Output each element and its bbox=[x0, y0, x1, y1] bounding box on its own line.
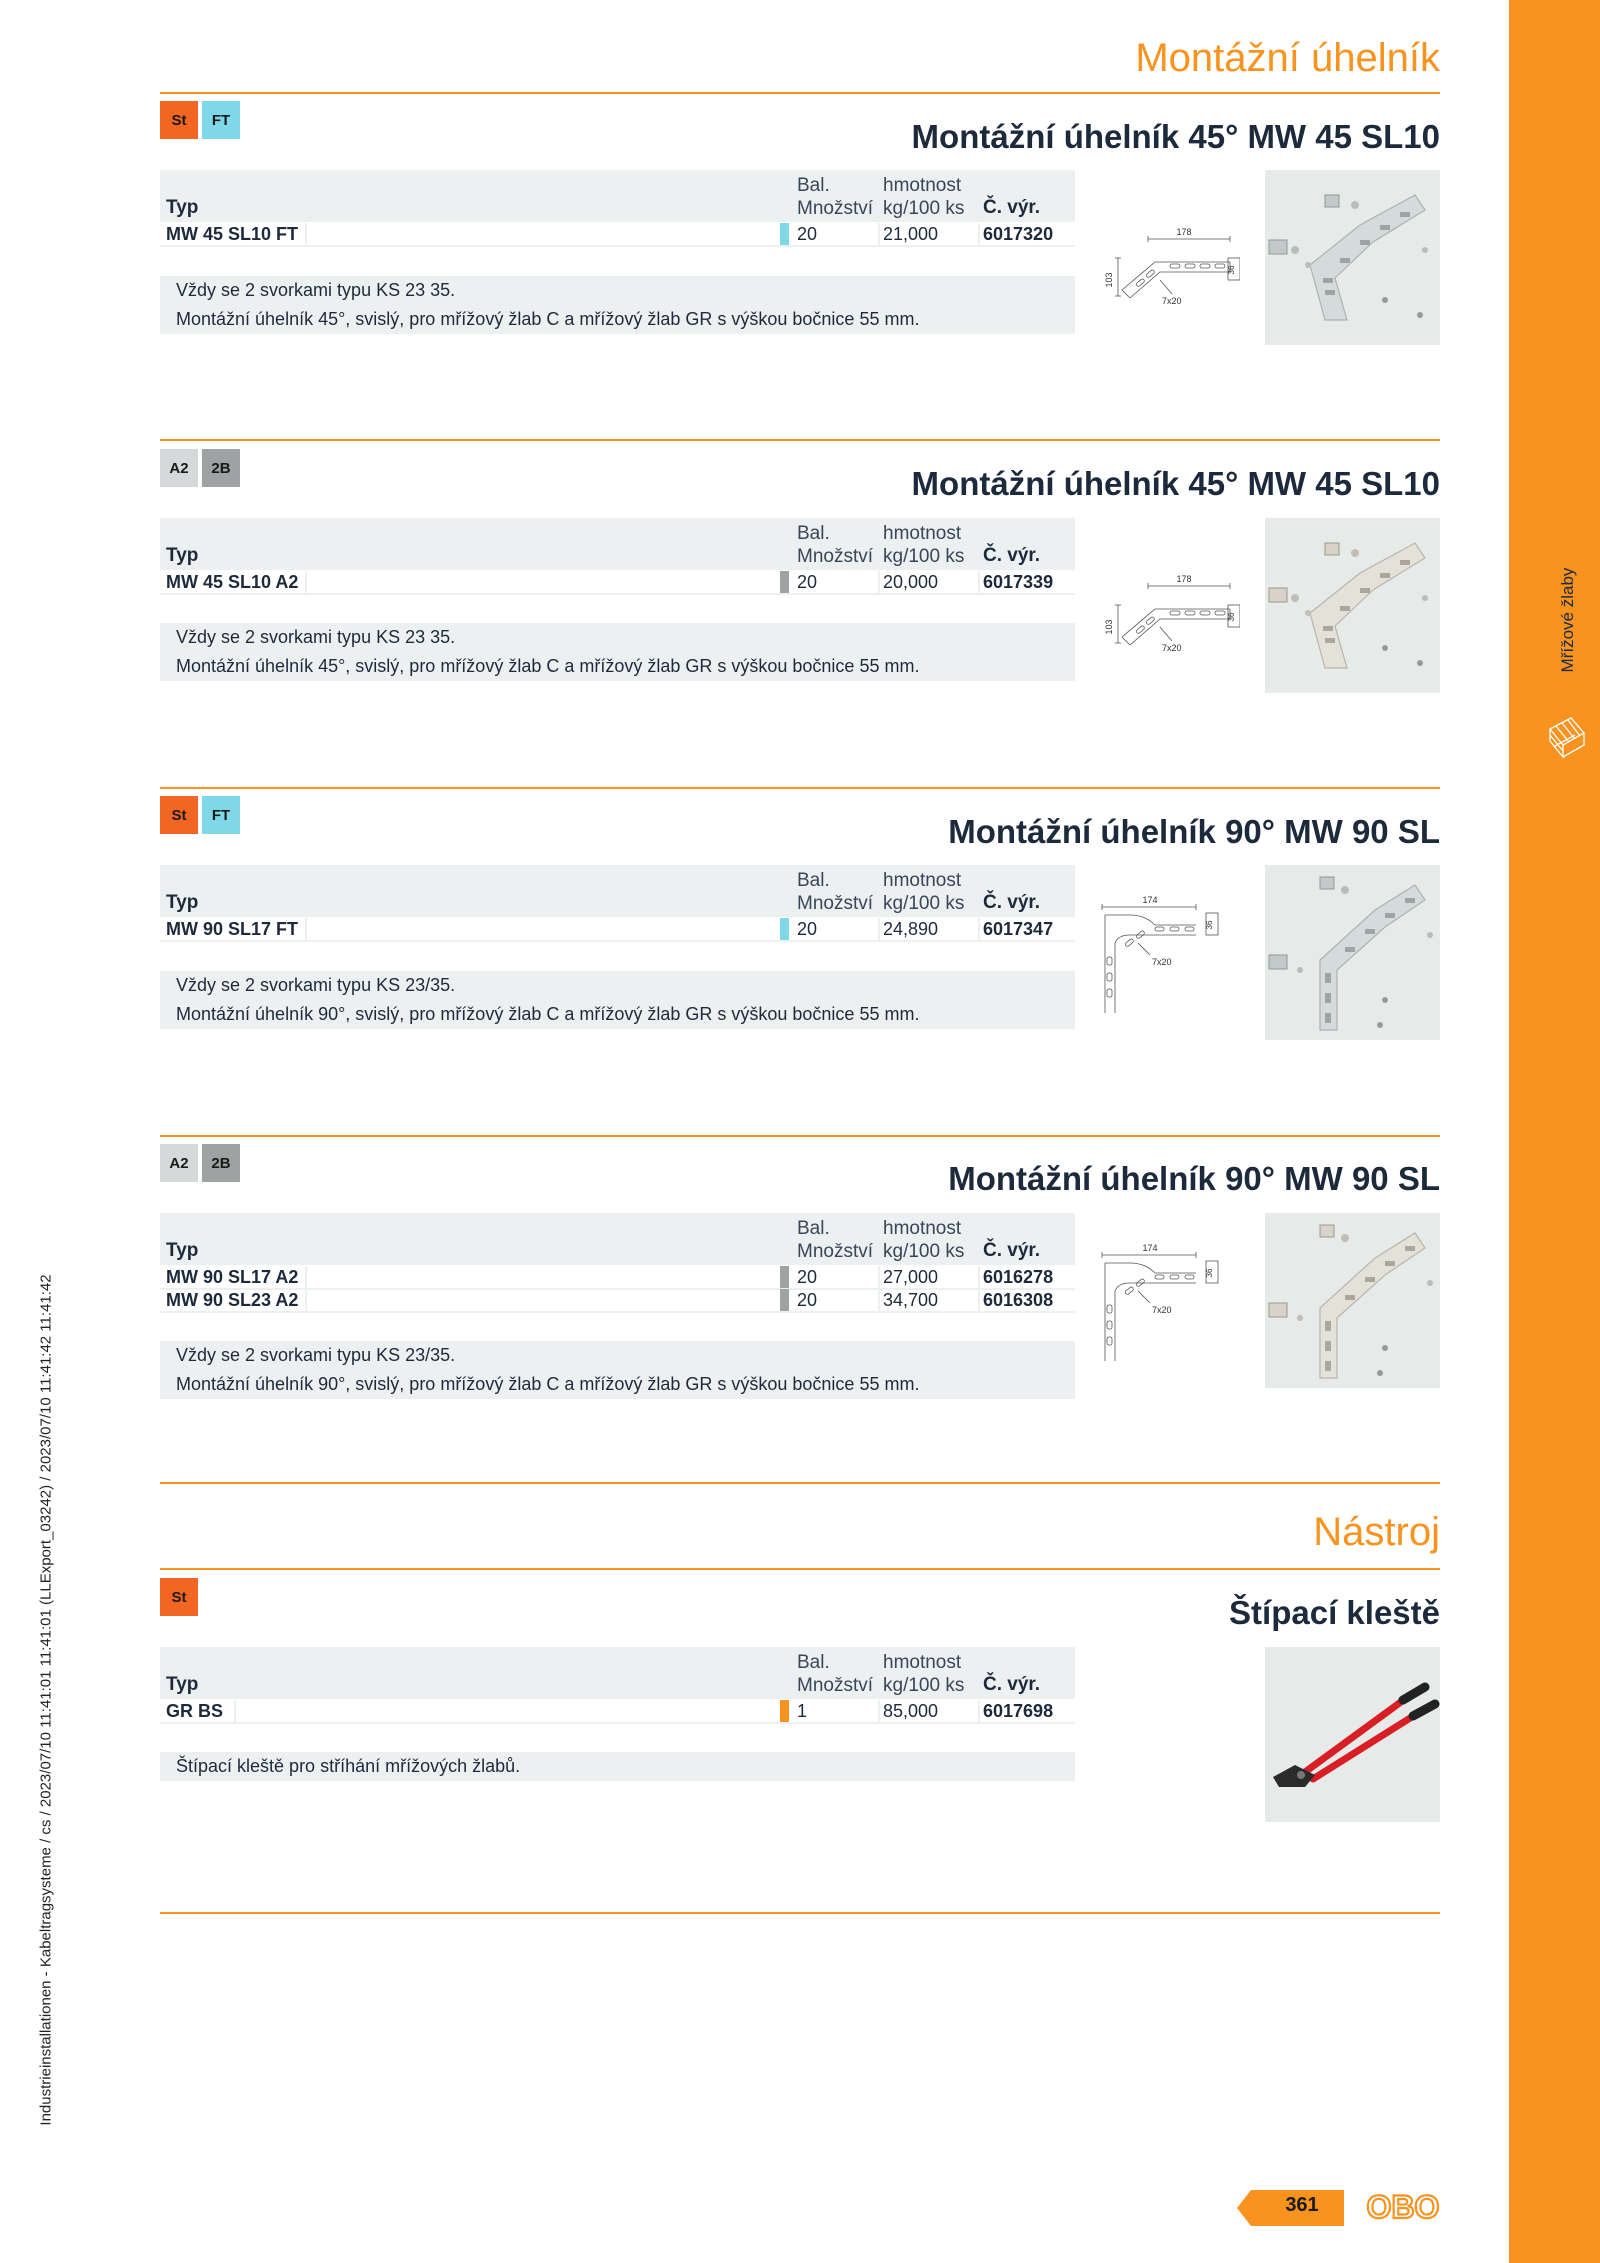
table-row[interactable] bbox=[160, 918, 1075, 942]
col-typ: Typ bbox=[166, 1240, 199, 1261]
badge-material-a2: A2 bbox=[160, 1144, 198, 1182]
table-header bbox=[160, 1213, 1075, 1265]
col-bal: Bal. Množství bbox=[797, 175, 874, 219]
col-cislo-vyrobku: Č. výr. bbox=[983, 1674, 1041, 1695]
finish-marker bbox=[780, 571, 789, 593]
logo-text: OBO bbox=[1366, 2190, 1440, 2224]
cell-hmotnost: 21,000 bbox=[883, 224, 939, 244]
col-typ: Typ bbox=[166, 892, 199, 913]
technical-drawing-90 bbox=[1100, 895, 1240, 1015]
badge-material-st: St bbox=[160, 1578, 198, 1616]
section-divider bbox=[160, 1912, 1440, 1914]
col-hmotnost: hmotnost kg/100 ks bbox=[883, 1652, 965, 1696]
badge-material-st: St bbox=[160, 101, 198, 139]
section-divider bbox=[160, 439, 1440, 441]
product-note bbox=[160, 1752, 1075, 1781]
product-note bbox=[160, 971, 1075, 1029]
note-line: Montážní úhelník 90°, svislý, pro mřížový žlab C a mřížový žlab GR s výškou bočnice 55 mm. bbox=[176, 1374, 920, 1394]
col-typ: Typ bbox=[166, 545, 199, 566]
product-photo bbox=[1265, 518, 1440, 693]
section-side-label: Mřížové žlaby bbox=[1558, 567, 1577, 673]
tool-photo bbox=[1265, 1647, 1440, 1822]
table-header bbox=[160, 170, 1075, 222]
finish-marker bbox=[780, 223, 789, 245]
badge-finish-2b: 2B bbox=[202, 1144, 240, 1182]
col-bal: Bal. Množství bbox=[797, 1218, 874, 1262]
cell-typ: GR BS bbox=[166, 1701, 224, 1721]
header-divider bbox=[160, 92, 1440, 94]
product-note bbox=[160, 1341, 1075, 1399]
header-divider bbox=[160, 1568, 1440, 1570]
dim-width: 174 bbox=[1142, 1243, 1158, 1253]
badge-material-st: St bbox=[160, 796, 198, 834]
right-accent-bar bbox=[1509, 0, 1600, 2263]
product-note bbox=[160, 623, 1075, 681]
dim-width: 174 bbox=[1142, 895, 1158, 905]
col-hmotnost: hmotnost kg/100 ks bbox=[883, 870, 965, 914]
note-line: Vždy se 2 svorkami typu KS 23/35. bbox=[176, 1345, 456, 1365]
dim-flange: 36 bbox=[1205, 1268, 1214, 1278]
cell-cislo-vyrobku: 6016308 bbox=[983, 1290, 1054, 1310]
cell-cislo-vyrobku: 6016278 bbox=[983, 1267, 1054, 1287]
badge-finish-2b: 2B bbox=[202, 449, 240, 487]
cell-cislo-vyrobku: 6017339 bbox=[983, 572, 1054, 592]
cell-hmotnost: 34,700 bbox=[883, 1290, 939, 1310]
badge-finish-ft: FT bbox=[202, 796, 240, 834]
table-row[interactable] bbox=[160, 1266, 1075, 1290]
section-divider bbox=[160, 787, 1440, 789]
table-header bbox=[160, 865, 1075, 917]
table-row[interactable] bbox=[160, 571, 1075, 595]
cell-bal: 20 bbox=[797, 572, 818, 592]
col-typ: Typ bbox=[166, 1674, 199, 1695]
cell-typ: MW 45 SL10 A2 bbox=[166, 572, 299, 592]
dim-flange: 36 bbox=[1205, 920, 1214, 930]
cell-bal: 20 bbox=[797, 1290, 818, 1310]
note-line: Montážní úhelník 45°, svislý, pro mřížový žlab C a mřížový žlab GR s výškou bočnice 55 mm. bbox=[176, 309, 920, 329]
dim-width: 178 bbox=[1176, 227, 1192, 237]
cell-hmotnost: 85,000 bbox=[883, 1701, 939, 1721]
note-line: Vždy se 2 svorkami typu KS 23/35. bbox=[176, 975, 456, 995]
product-note bbox=[160, 276, 1075, 334]
cell-cislo-vyrobku: 6017698 bbox=[983, 1701, 1054, 1721]
technical-drawing-45 bbox=[1100, 567, 1240, 662]
note-line: Montážní úhelník 45°, svislý, pro mřížový žlab C a mřížový žlab GR s výškou bočnice 55 mm. bbox=[176, 656, 920, 676]
obo-logo bbox=[1364, 2190, 1442, 2224]
category-title: Montážní úhelník bbox=[1135, 36, 1440, 80]
col-bal: Bal. Množství bbox=[797, 523, 874, 567]
cell-bal: 1 bbox=[797, 1701, 808, 1721]
dim-height: 103 bbox=[1104, 619, 1114, 635]
note-line: Štípací kleště pro stříhání mřížových žlabů. bbox=[176, 1756, 521, 1776]
cell-hmotnost: 24,890 bbox=[883, 919, 939, 939]
technical-drawing-45 bbox=[1100, 220, 1240, 315]
cell-typ: MW 45 SL10 FT bbox=[166, 224, 299, 244]
finish-marker bbox=[780, 1700, 789, 1722]
product-title: Štípací kleště bbox=[1229, 1594, 1440, 1631]
document-meta-vertical: Industrieinstallationen - Kabeltragsysteme / cs / 2023/07/10 11:41:01 11:41:01 (LLExport_03242) / 2023/07/10 11:41:42 11:41:42 bbox=[37, 1274, 55, 2126]
dim-hole: 7x20 bbox=[1152, 1305, 1172, 1315]
product-photo bbox=[1265, 1213, 1440, 1388]
cell-bal: 20 bbox=[797, 224, 818, 244]
section-divider bbox=[160, 1135, 1440, 1137]
cell-hmotnost: 20,000 bbox=[883, 572, 939, 592]
dim-hole: 7x20 bbox=[1162, 296, 1182, 306]
dim-hole: 7x20 bbox=[1152, 957, 1172, 967]
table-row[interactable] bbox=[160, 1700, 1075, 1724]
col-cislo-vyrobku: Č. výr. bbox=[983, 892, 1041, 913]
product-title: Montážní úhelník 45° MW 45 SL10 bbox=[911, 465, 1440, 502]
dim-width: 178 bbox=[1176, 574, 1192, 584]
note-line: Vždy se 2 svorkami typu KS 23 35. bbox=[176, 280, 456, 300]
finish-marker bbox=[780, 1289, 789, 1311]
section-divider bbox=[160, 1482, 1440, 1484]
cell-typ: MW 90 SL17 A2 bbox=[166, 1267, 299, 1287]
product-photo bbox=[1265, 170, 1440, 345]
table-row[interactable] bbox=[160, 223, 1075, 247]
cell-bal: 20 bbox=[797, 1267, 818, 1287]
col-hmotnost: hmotnost kg/100 ks bbox=[883, 523, 965, 567]
col-cislo-vyrobku: Č. výr. bbox=[983, 197, 1041, 218]
technical-drawing-90 bbox=[1100, 1243, 1240, 1363]
cell-cislo-vyrobku: 6017347 bbox=[983, 919, 1054, 939]
finish-marker bbox=[780, 918, 789, 940]
dim-hole: 7x20 bbox=[1162, 643, 1182, 653]
note-line: Vždy se 2 svorkami typu KS 23 35. bbox=[176, 627, 456, 647]
dim-height: 103 bbox=[1104, 272, 1114, 288]
cell-typ: MW 90 SL23 A2 bbox=[166, 1290, 299, 1310]
product-title: Montážní úhelník 90° MW 90 SL bbox=[948, 1160, 1440, 1197]
col-cislo-vyrobku: Č. výr. bbox=[983, 1240, 1041, 1261]
table-header bbox=[160, 518, 1075, 570]
cell-cislo-vyrobku: 6017320 bbox=[983, 224, 1054, 244]
badge-finish-ft: FT bbox=[202, 101, 240, 139]
table-header bbox=[160, 1647, 1075, 1699]
col-bal: Bal. Množství bbox=[797, 1652, 874, 1696]
dim-flange: 36 bbox=[1227, 265, 1236, 275]
category-title: Nástroj bbox=[1313, 1510, 1440, 1554]
page-number: 361 bbox=[1285, 2194, 1319, 2216]
cell-typ: MW 90 SL17 FT bbox=[166, 919, 299, 939]
cable-tray-icon bbox=[1547, 715, 1587, 759]
finish-marker bbox=[780, 1266, 789, 1288]
note-line: Montážní úhelník 90°, svislý, pro mřížový žlab C a mřížový žlab GR s výškou bočnice 55 mm. bbox=[176, 1004, 920, 1024]
col-hmotnost: hmotnost kg/100 ks bbox=[883, 1218, 965, 1262]
badge-material-a2: A2 bbox=[160, 449, 198, 487]
cell-bal: 20 bbox=[797, 919, 818, 939]
col-bal: Bal. Množství bbox=[797, 870, 874, 914]
col-cislo-vyrobku: Č. výr. bbox=[983, 545, 1041, 566]
col-hmotnost: hmotnost kg/100 ks bbox=[883, 175, 965, 219]
cell-hmotnost: 27,000 bbox=[883, 1267, 939, 1287]
table-row[interactable] bbox=[160, 1289, 1075, 1313]
product-title: Montážní úhelník 45° MW 45 SL10 bbox=[911, 118, 1440, 155]
dim-flange: 36 bbox=[1227, 612, 1236, 622]
product-photo bbox=[1265, 865, 1440, 1040]
product-title: Montážní úhelník 90° MW 90 SL bbox=[948, 813, 1440, 850]
col-typ: Typ bbox=[166, 197, 199, 218]
